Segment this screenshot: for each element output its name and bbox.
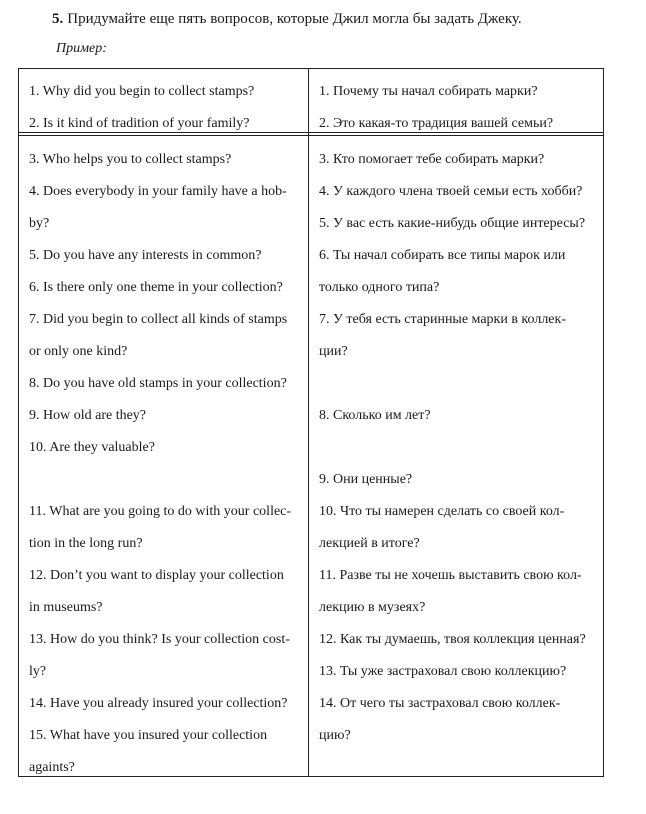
question-line-en: 10. Are they valuable? bbox=[29, 440, 155, 455]
english-questions-column bbox=[29, 144, 299, 784]
task-text: Придумайте еще пять вопросов, которые Джил могла бы задать Джеку. bbox=[67, 11, 522, 27]
question-line-ru: 5. У вас есть какие-нибудь общие интересы? bbox=[319, 216, 586, 231]
example-question-en: 1. Why did you begin to collect stamps? bbox=[29, 84, 255, 99]
question-line-en: ly? bbox=[29, 664, 47, 679]
question-line-en: 9. How old are they? bbox=[29, 408, 147, 423]
blank-line bbox=[319, 368, 595, 400]
example-question-ru: 1. Почему ты начал собирать марки? bbox=[319, 84, 538, 99]
question-line-ru: ции? bbox=[319, 344, 348, 359]
question-line-ru: 4. У каждого члена твоей семьи есть хобби? bbox=[319, 184, 583, 199]
question-line-ru: лекцией в итоге? bbox=[319, 536, 420, 551]
question-line-ru: 7. У тебя есть старинные марки в коллек- bbox=[319, 312, 566, 327]
question-line-ru: 13. Ты уже застраховал свою коллекцию? bbox=[319, 664, 567, 679]
question-line-en: 3. Who helps you to collect stamps? bbox=[29, 152, 232, 167]
question-line-en: 14. Have you already insured your collection? bbox=[29, 696, 288, 711]
question-line-en: 5. Do you have any interests in common? bbox=[29, 248, 262, 263]
question-line-en: 4. Does everybody in your family have a hob- bbox=[29, 184, 287, 199]
question-line-en: 11. What are you going to do with your collec- bbox=[29, 504, 292, 519]
question-line-en: or only one kind? bbox=[29, 344, 128, 359]
task-number: 5. bbox=[52, 11, 64, 27]
question-line-en: tion in the long run? bbox=[29, 536, 143, 551]
question-line-ru: цию? bbox=[319, 728, 351, 743]
question-line-ru: 12. Как ты думаешь, твоя коллекция ценная? bbox=[319, 632, 586, 647]
question-line-en: 8. Do you have old stamps in your collection? bbox=[29, 376, 287, 391]
example-questions-english bbox=[29, 76, 299, 140]
example-questions-russian bbox=[319, 76, 595, 140]
example-label: Пример: bbox=[56, 41, 107, 56]
question-line-en: 12. Don’t you want to display your collection bbox=[29, 568, 284, 583]
example-question-en: 2. Is it kind of tradition of your family? bbox=[29, 116, 250, 131]
question-line-en: 15. What have you insured your collection bbox=[29, 728, 268, 743]
question-line-ru: 11. Разве ты не хочешь выставить свою кол- bbox=[319, 568, 582, 583]
question-line-ru: 9. Они ценные? bbox=[319, 472, 413, 487]
question-line-en: in museums? bbox=[29, 600, 103, 615]
question-line-en: 7. Did you begin to collect all kinds of stamps bbox=[29, 312, 288, 327]
blank-line bbox=[319, 432, 595, 464]
blank-line bbox=[29, 464, 299, 496]
question-line-en: 13. How do you think? Is your collection cost- bbox=[29, 632, 290, 647]
example-question-ru: 2. Это какая-то традиция вашей семьи? bbox=[319, 116, 554, 131]
question-line-ru: 14. От чего ты застраховал свою коллек- bbox=[319, 696, 561, 711]
russian-questions-column bbox=[319, 144, 595, 752]
task-heading bbox=[52, 9, 522, 29]
question-line-ru: 8. Сколько им лет? bbox=[319, 408, 431, 423]
question-line-en: againts? bbox=[29, 760, 75, 775]
question-line-ru: только одного типа? bbox=[319, 280, 440, 295]
question-line-en: by? bbox=[29, 216, 50, 231]
questions-table bbox=[18, 68, 604, 777]
column-divider bbox=[308, 69, 309, 776]
question-line-ru: 6. Ты начал собирать все типы марок или bbox=[319, 248, 566, 263]
question-line-en: 6. Is there only one theme in your collection? bbox=[29, 280, 283, 295]
question-line-ru: 3. Кто помогает тебе собирать марки? bbox=[319, 152, 545, 167]
question-line-ru: 10. Что ты намерен сделать со своей кол- bbox=[319, 504, 565, 519]
question-line-ru: лекцию в музеях? bbox=[319, 600, 426, 615]
